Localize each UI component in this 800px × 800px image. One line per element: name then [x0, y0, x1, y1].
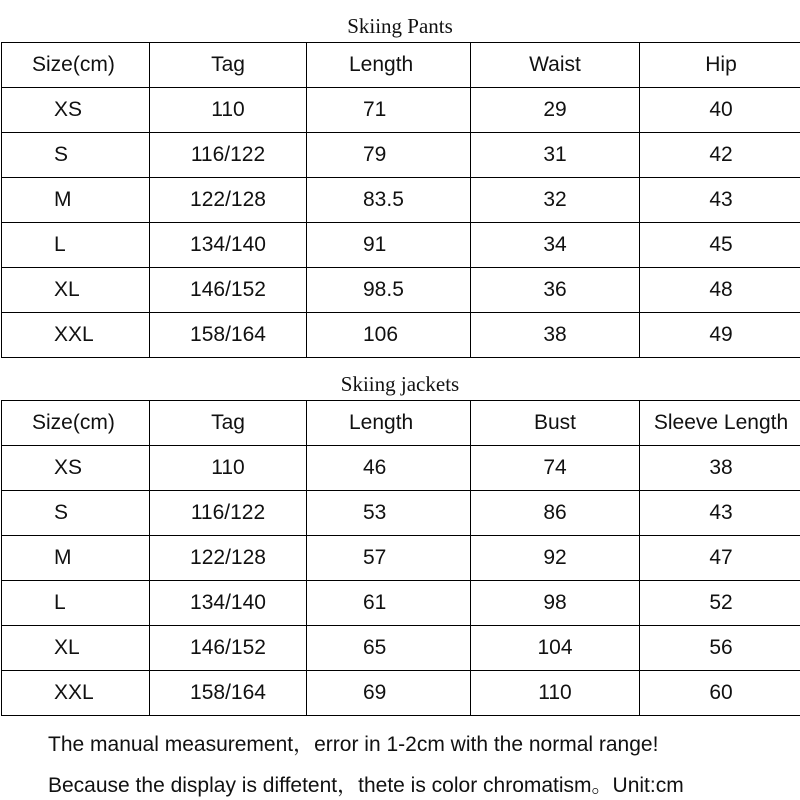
table-cell: 38 — [640, 446, 800, 491]
table-cell: 122/128 — [150, 178, 307, 223]
table-cell: M — [2, 536, 150, 581]
measurement-note: The manual measurement，error in 1-2cm with the normal range! — [48, 733, 659, 756]
column-header: Tag — [150, 43, 307, 88]
table-cell: S — [2, 133, 150, 178]
table-cell: 158/164 — [150, 313, 307, 358]
table-row — [2, 268, 800, 313]
table-cell: L — [2, 581, 150, 626]
table-cell: 110 — [150, 446, 307, 491]
table-row — [2, 626, 800, 671]
table-cell: XL — [2, 268, 150, 313]
table-cell: 52 — [640, 581, 800, 626]
table-cell: XXL — [2, 313, 150, 358]
table-cell: 146/152 — [150, 268, 307, 313]
table-cell: XL — [2, 626, 150, 671]
table-header-row — [2, 43, 800, 88]
table-cell: 38 — [471, 313, 640, 358]
table-cell: 42 — [640, 133, 800, 178]
table-cell: 98.5 — [307, 268, 471, 313]
table-header-row — [2, 401, 800, 446]
column-header: Waist — [471, 43, 640, 88]
table-cell: XS — [2, 88, 150, 133]
column-header: Length — [307, 43, 471, 88]
table-cell: 40 — [640, 88, 800, 133]
table-cell: 71 — [307, 88, 471, 133]
table-cell: 47 — [640, 536, 800, 581]
table-row — [2, 88, 800, 133]
jackets-table-title: Skiing jackets — [340, 372, 460, 396]
table-row — [2, 313, 800, 358]
table-cell: M — [2, 178, 150, 223]
table-cell: 134/140 — [150, 581, 307, 626]
table-cell: 29 — [471, 88, 640, 133]
table-cell: 43 — [640, 178, 800, 223]
table-row — [2, 671, 800, 716]
table-cell: 92 — [471, 536, 640, 581]
column-header: Sleeve Length — [640, 401, 800, 446]
table-row — [2, 178, 800, 223]
table-row — [2, 223, 800, 268]
table-cell: 110 — [150, 88, 307, 133]
table-row — [2, 536, 800, 581]
column-header: Size(cm) — [2, 43, 150, 88]
table-cell: 83.5 — [307, 178, 471, 223]
table-row — [2, 491, 800, 536]
table-cell: 61 — [307, 581, 471, 626]
table-cell: 91 — [307, 223, 471, 268]
table-cell: 60 — [640, 671, 800, 716]
table-cell: L — [2, 223, 150, 268]
table-cell: 34 — [471, 223, 640, 268]
table-cell: 53 — [307, 491, 471, 536]
table-cell: 45 — [640, 223, 800, 268]
table-cell: 79 — [307, 133, 471, 178]
table-cell: 110 — [471, 671, 640, 716]
column-header: Length — [307, 401, 471, 446]
column-header: Hip — [640, 43, 800, 88]
table-cell: 31 — [471, 133, 640, 178]
table-cell: 116/122 — [150, 491, 307, 536]
table-cell: 65 — [307, 626, 471, 671]
column-header: Tag — [150, 401, 307, 446]
table-cell: 32 — [471, 178, 640, 223]
table-cell: 146/152 — [150, 626, 307, 671]
table-cell: 116/122 — [150, 133, 307, 178]
table-cell: 106 — [307, 313, 471, 358]
table-cell: 86 — [471, 491, 640, 536]
table-cell: 74 — [471, 446, 640, 491]
table-cell: 57 — [307, 536, 471, 581]
table-cell: 56 — [640, 626, 800, 671]
table-cell: 43 — [640, 491, 800, 536]
table-cell: 134/140 — [150, 223, 307, 268]
table-cell: 36 — [471, 268, 640, 313]
table-cell: 69 — [307, 671, 471, 716]
column-header: Bust — [471, 401, 640, 446]
table-row — [2, 446, 800, 491]
table-row — [2, 133, 800, 178]
jackets-size-table — [1, 400, 800, 716]
table-cell: 122/128 — [150, 536, 307, 581]
table-row — [2, 581, 800, 626]
color-unit-note: Because the display is diffetent，thete is color chromatism。Unit:cm — [48, 774, 684, 797]
table-cell: 48 — [640, 268, 800, 313]
table-cell: 98 — [471, 581, 640, 626]
pants-size-table — [1, 42, 800, 358]
table-cell: 104 — [471, 626, 640, 671]
table-cell: XXL — [2, 671, 150, 716]
table-cell: 49 — [640, 313, 800, 358]
table-cell: 158/164 — [150, 671, 307, 716]
column-header: Size(cm) — [2, 401, 150, 446]
table-cell: 46 — [307, 446, 471, 491]
table-cell: XS — [2, 446, 150, 491]
pants-table-title: Skiing Pants — [347, 14, 453, 38]
table-cell: S — [2, 491, 150, 536]
